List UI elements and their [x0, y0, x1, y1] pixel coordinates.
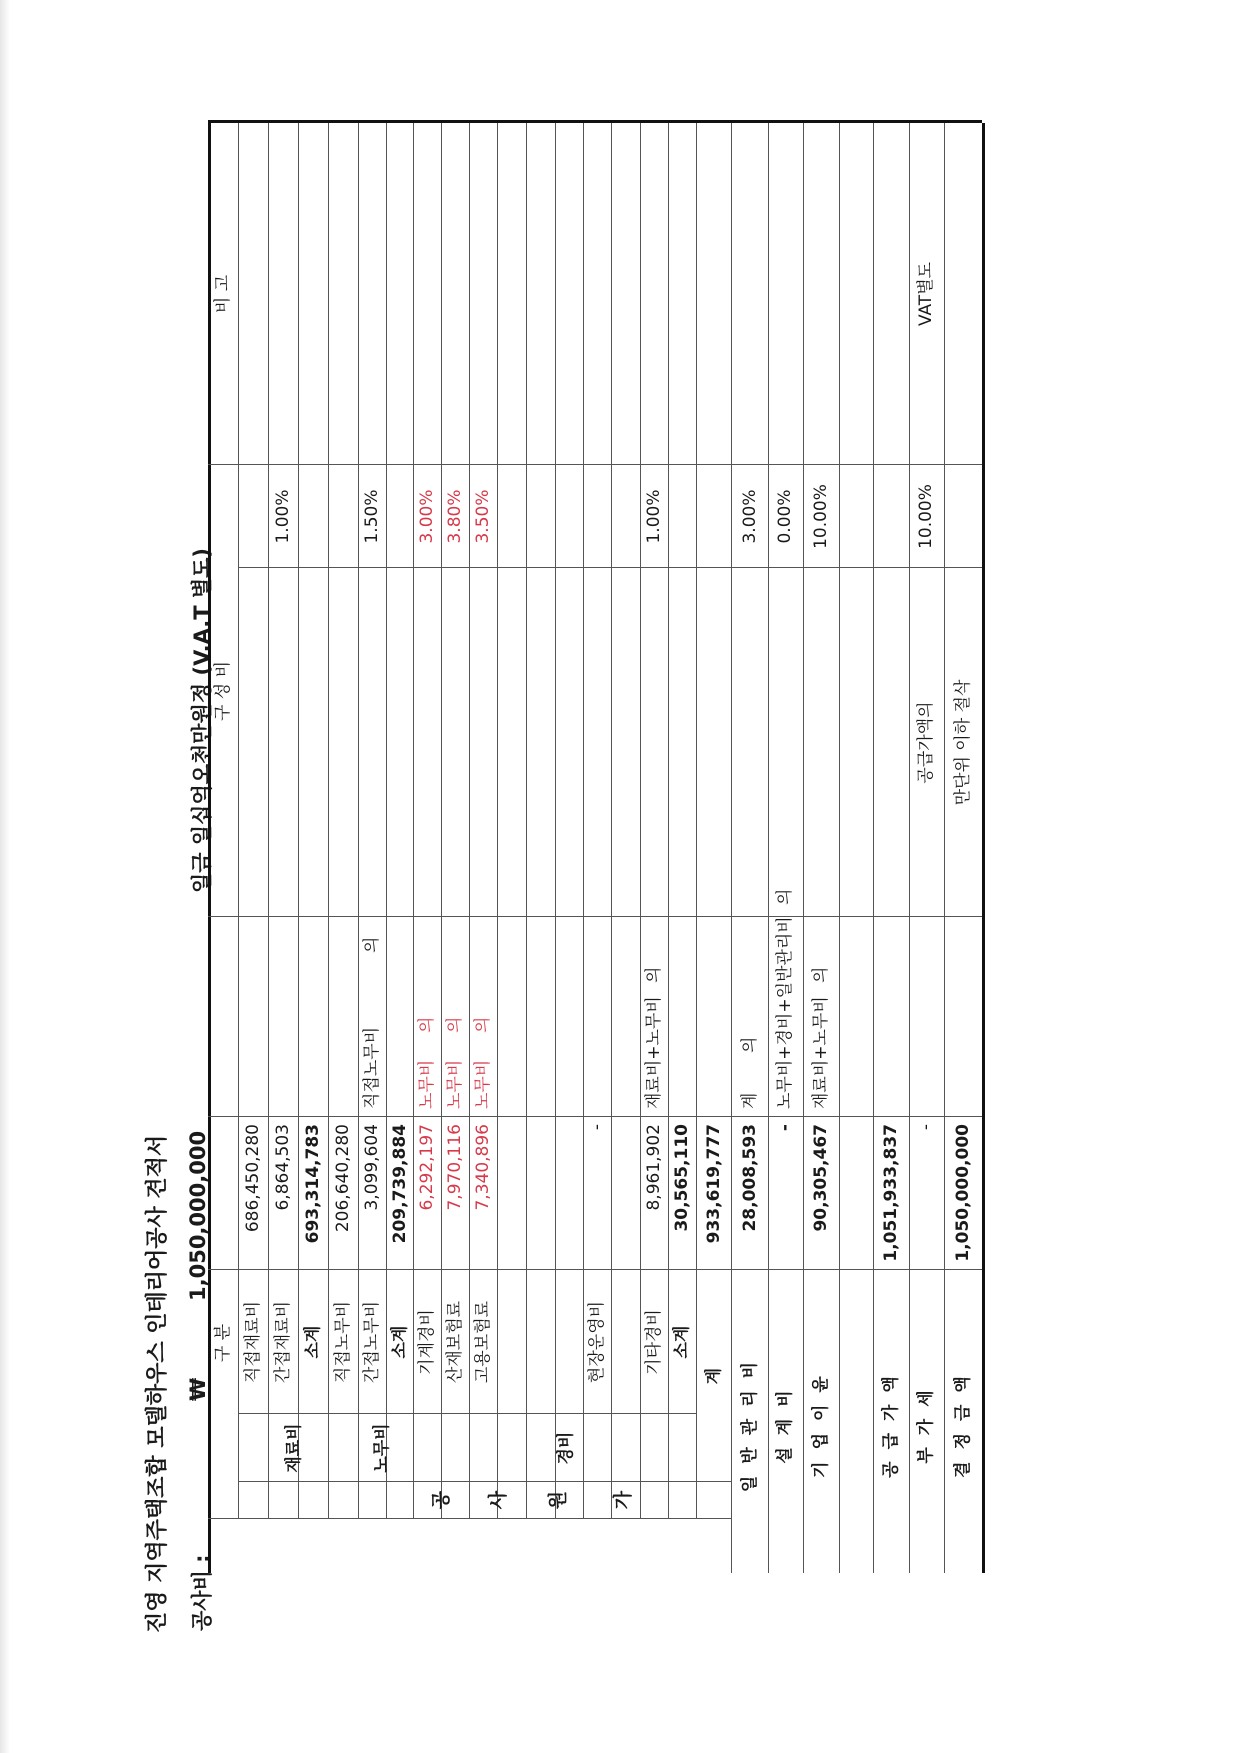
row-of: 의: [644, 966, 664, 983]
row-label: 기타경비: [644, 1309, 664, 1375]
row-basis: 재료비+노무비: [644, 996, 664, 1109]
cost-label: 공사비 :: [190, 1554, 214, 1631]
document-title: 진영 지역주택조합 모델하우스 인테리어공사 견적서: [145, 1134, 170, 1633]
row-of: 의: [740, 1036, 760, 1053]
group-labor: 노무비: [372, 1423, 392, 1473]
row-amount: 6,292,197: [417, 1124, 437, 1211]
row-rate: 1.00%: [273, 489, 293, 544]
side-label-won: 원: [547, 1490, 569, 1510]
row-of: 의: [362, 936, 382, 953]
row-basis: 노무비: [473, 1059, 493, 1109]
row-label: 간접재료비: [273, 1300, 293, 1384]
row-rate: 3.00%: [740, 489, 760, 544]
row-basis: 계: [740, 1092, 760, 1109]
cost-in-words: 일금 일십억오천만원정 (V.A.T 별도): [190, 547, 214, 893]
currency-symbol: ₩: [186, 1377, 210, 1401]
row-amount: 1,050,000,000: [953, 1124, 973, 1262]
row-label: 설계비: [775, 1378, 795, 1464]
row-rate: 0.00%: [775, 489, 795, 544]
row-label: 공급가액: [881, 1364, 901, 1478]
group-expense: 경비: [556, 1431, 576, 1465]
row-label: 현장운영비: [587, 1300, 607, 1384]
row-amount: 6,864,503: [273, 1124, 293, 1211]
row-rate: 3.00%: [417, 489, 437, 544]
row-basis: 노무비: [445, 1059, 465, 1109]
row-of: 의: [417, 1016, 437, 1033]
row-of: 의: [473, 1016, 493, 1033]
row-amount: 206,640,280: [333, 1124, 353, 1233]
row-label: 산재보험료: [445, 1300, 465, 1384]
header-category: 구 분: [213, 1323, 233, 1363]
row-label: 일반관리비: [740, 1349, 760, 1493]
header-remarks: 비 고: [213, 274, 233, 314]
row-label: 기업이윤: [811, 1364, 831, 1478]
row-label: 계: [704, 1367, 724, 1385]
row-of: 의: [775, 888, 795, 905]
row-basis: 직접노무비: [362, 1026, 382, 1109]
row-label: 직접재료비: [243, 1300, 263, 1384]
row-label: 직접노무비: [333, 1300, 353, 1384]
row-label: 기계경비: [417, 1309, 437, 1375]
row-basis: 공급가액의: [916, 701, 936, 784]
row-label: 부가세: [916, 1378, 936, 1464]
row-label: 고용보험료: [473, 1300, 493, 1384]
row-amount: 686,450,280: [243, 1124, 263, 1233]
row-amount: 693,314,783: [303, 1124, 323, 1244]
row-amount: 8,961,902: [644, 1124, 664, 1211]
row-amount: 209,739,884: [390, 1124, 410, 1244]
header-composition: 구 성 비: [213, 660, 233, 722]
row-label: 소계: [672, 1325, 692, 1359]
row-of: 의: [811, 966, 831, 983]
row-amount: -: [775, 1124, 795, 1132]
row-basis: 만단위 이하 절삭: [953, 679, 973, 806]
cost-amount: 1,050,000,000: [186, 1130, 210, 1301]
row-amount: 7,340,896: [473, 1124, 493, 1211]
row-rate: 10.00%: [916, 484, 936, 549]
group-material: 재료비: [284, 1423, 304, 1473]
row-amount: 30,565,110: [672, 1124, 692, 1232]
row-of: 의: [445, 1016, 465, 1033]
side-label-gong: 공: [430, 1490, 452, 1510]
side-label-sa: 사: [487, 1490, 509, 1510]
row-rate: 3.80%: [445, 489, 465, 544]
row-amount: -: [587, 1124, 607, 1131]
row-label: 소계: [303, 1325, 323, 1359]
row-label: 결정금액: [953, 1364, 973, 1478]
row-amount: 3,099,604: [362, 1124, 382, 1211]
row-amount: -: [916, 1124, 936, 1131]
row-basis: 노무비+경비+일반관리비: [775, 916, 795, 1109]
row-label: 소계: [390, 1325, 410, 1359]
row-amount: 90,305,467: [811, 1124, 831, 1232]
row-amount: 7,970,116: [445, 1124, 465, 1211]
row-amount: 933,619,777: [704, 1124, 724, 1244]
row-label: 간접노무비: [362, 1300, 382, 1384]
row-rate: 1.50%: [362, 489, 382, 544]
row-amount: 28,008,593: [740, 1124, 760, 1232]
row-remark: VAT별도: [916, 261, 936, 327]
row-rate: 10.00%: [811, 484, 831, 549]
row-basis: 재료비+노무비: [811, 996, 831, 1109]
row-rate: 3.50%: [473, 489, 493, 544]
side-label-ga: 가: [612, 1490, 634, 1510]
row-basis: 노무비: [417, 1059, 437, 1109]
row-rate: 1.00%: [644, 489, 664, 544]
row-amount: 1,051,933,837: [881, 1124, 901, 1262]
